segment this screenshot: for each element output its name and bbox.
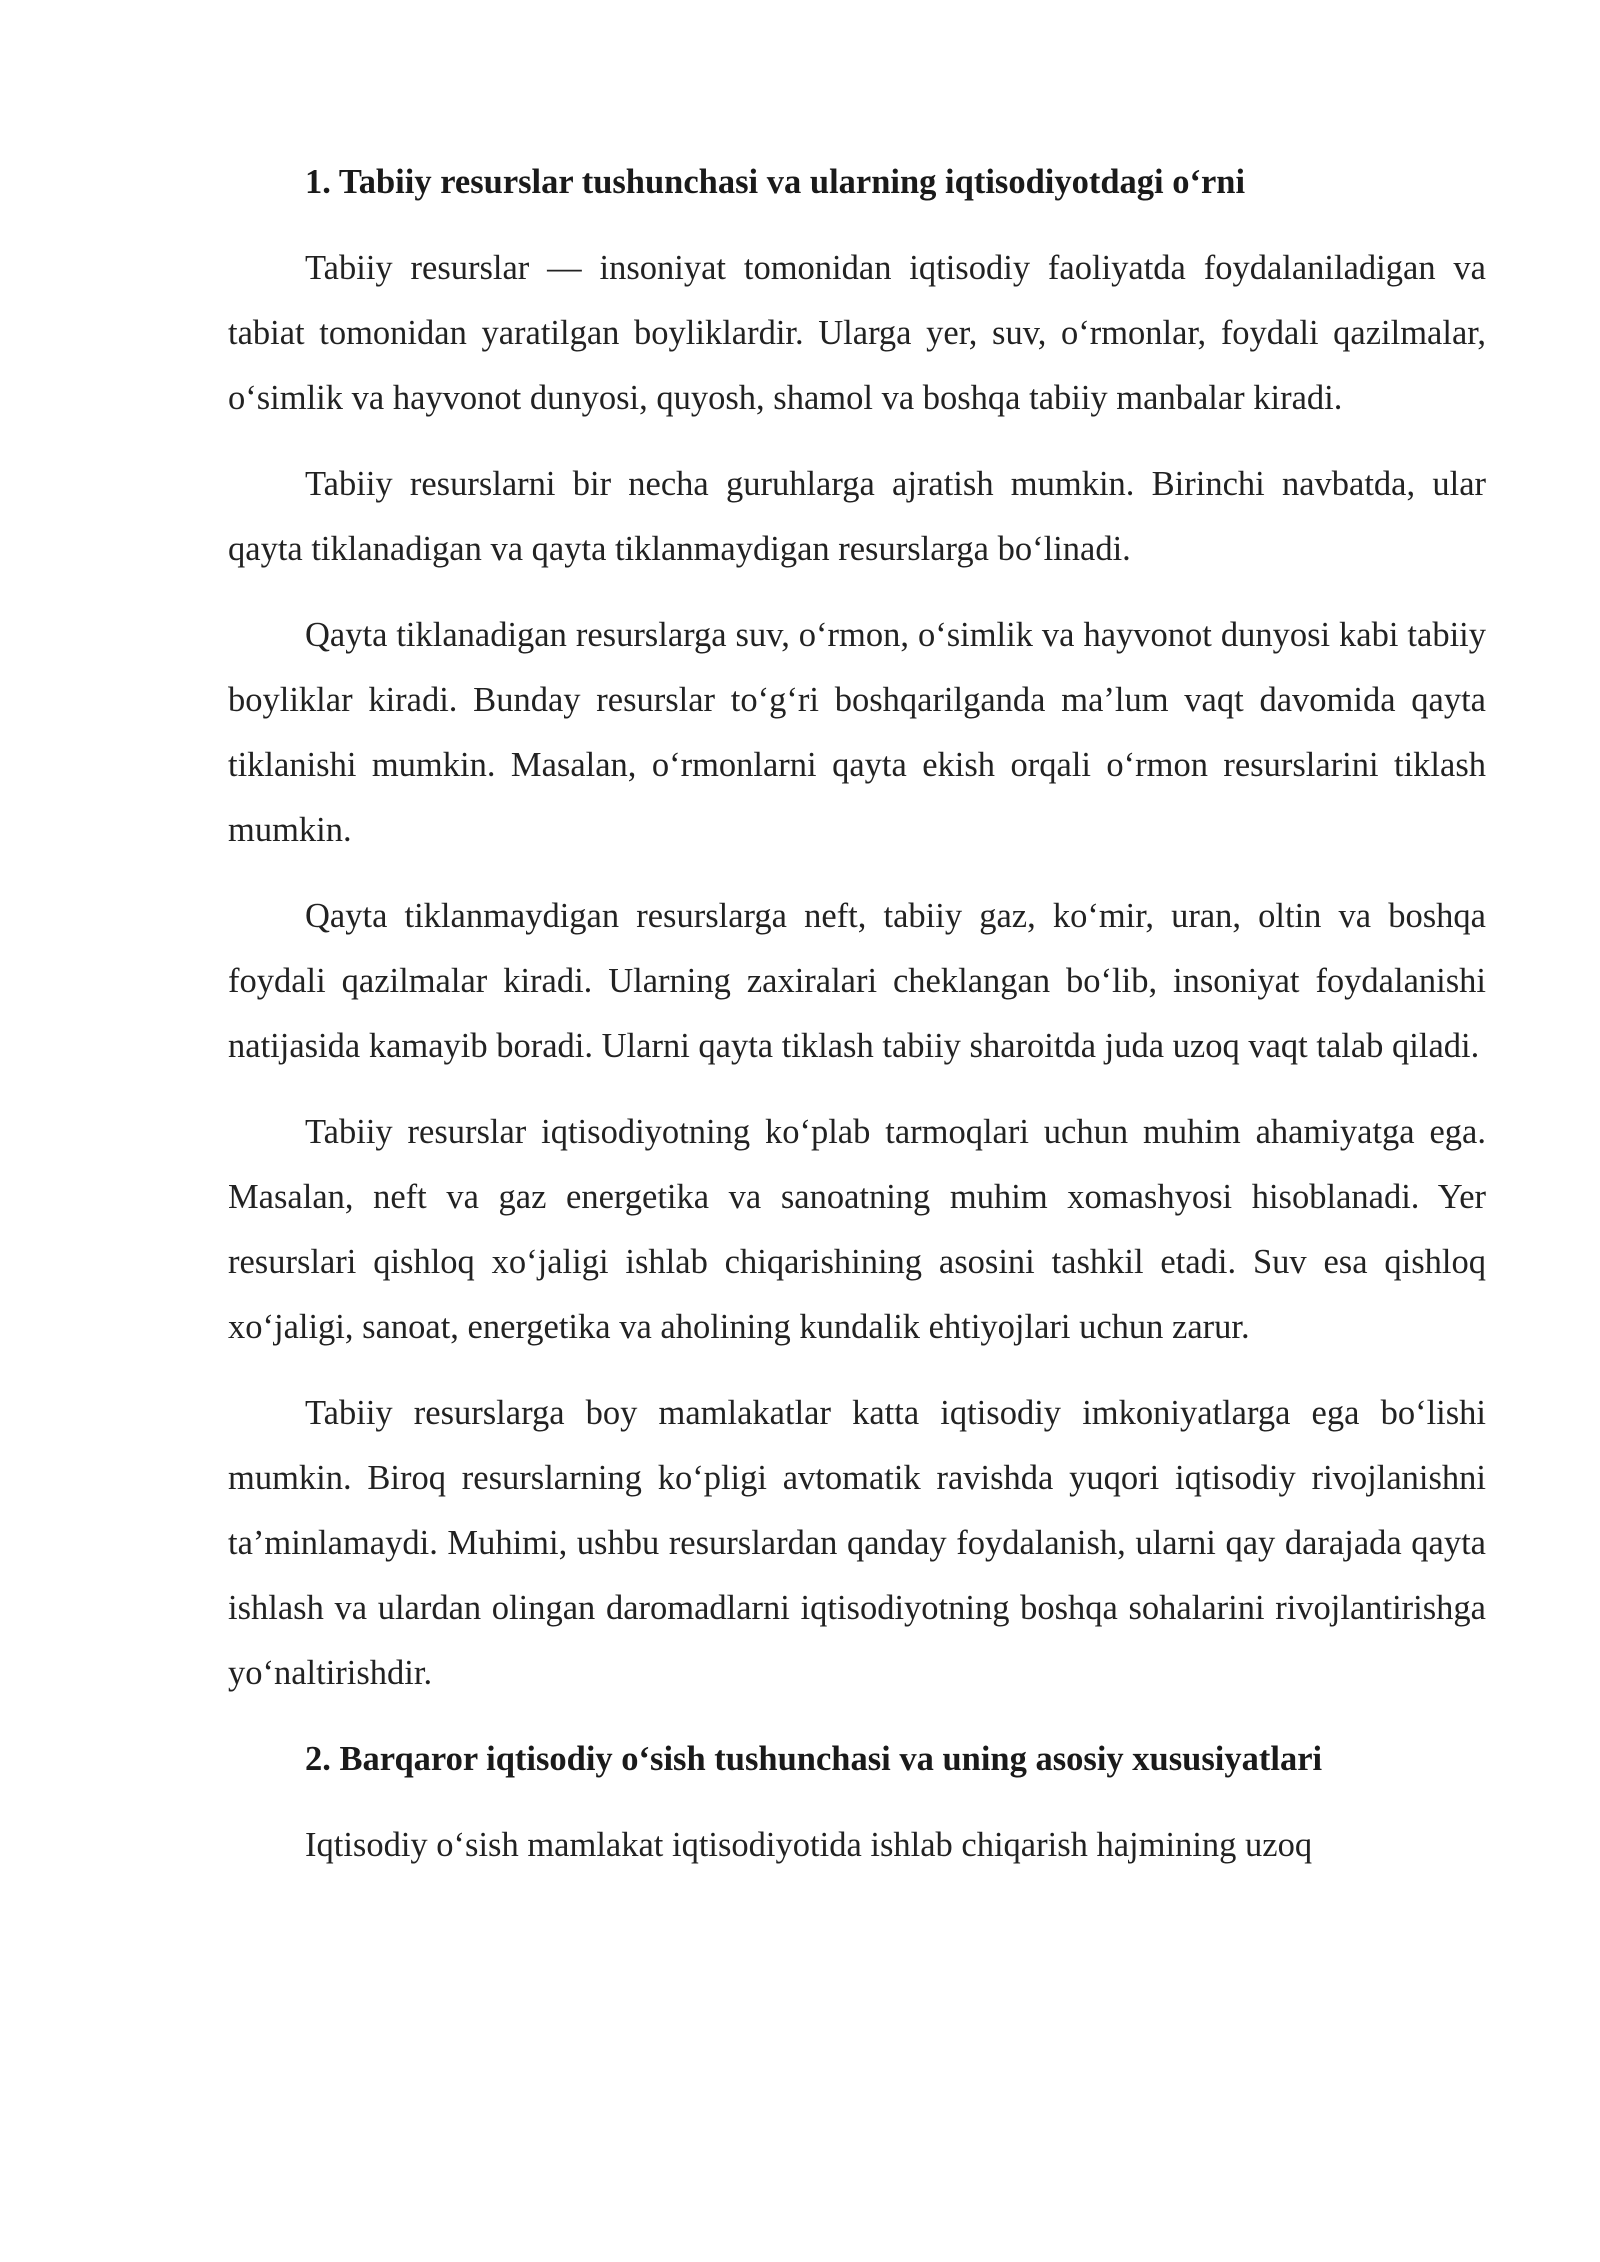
section-1-paragraph-3: Qayta tiklanadigan resurslarga suv, o‘rmon, o‘simlik va hayvonot dunyosi kabi tabiiy boyliklar kiradi. Bunday resurslar to‘g‘ri boshqarilganda ma’lum vaqt davomida qayta tiklanishi mumkin. Masalan, o‘rmonlarni qayta ekish orqali o‘rmon resurslarini tiklash mumkin. (228, 616, 1486, 849)
section-1-paragraph-1: Tabiiy resurslar — insoniyat tomonidan iqtisodiy faoliyatda foydalaniladigan va tabiat tomonidan yaratilgan boyliklardir. Ularga yer, suv, o‘rmonlar, foydali qazilmalar, o‘simlik va hayvonot dunyosi, quyosh, shamol va boshqa tabiiy manbalar kiradi. (228, 249, 1486, 417)
section-1-heading: 1. Tabiiy resurslar tushunchasi va ularning iqtisodiyotdagi o‘rni (305, 163, 1246, 201)
section-1-paragraph-2: Tabiiy resurslarni bir necha guruhlarga ajratish mumkin. Birinchi navbatda, ular qayta tiklanadigan va qayta tiklanmaydigan resurslarga bo‘linadi. (228, 465, 1486, 568)
section-1-paragraph-6: Tabiiy resurslarga boy mamlakatlar katta iqtisodiy imkoniyatlarga ega bo‘lishi mumkin. Biroq resurslarning ko‘pligi avtomatik ravishda yuqori iqtisodiy rivojlanishni ta’minlamaydi. Muhimi, ushbu resurslardan qanday foydalanish, ularni qay darajada qayta ishlash va ulardan olingan daromadlarni iqtisodiyotning boshqa sohalarini rivojlantirishga yo‘naltirishdir. (228, 1394, 1486, 1692)
document-page (228, 150, 1486, 1899)
section-2-heading: 2. Barqaror iqtisodiy o‘sish tushunchasi va uning asosiy xususiyatlari (305, 1740, 1323, 1778)
section-2-paragraph-1: Iqtisodiy o‘sish mamlakat iqtisodiyotida ishlab chiqarish hajmining uzoq (305, 1826, 1313, 1864)
section-1-paragraph-5: Tabiiy resurslar iqtisodiyotning ko‘plab tarmoqlari uchun muhim ahamiyatga ega. Masalan, neft va gaz energetika va sanoatning muhim xomashyosi hisoblanadi. Yer resurslari qishloq xo‘jaligi ishlab chiqarishining asosini tashkil etadi. Suv esa qishloq xo‘jaligi, sanoat, energetika va aholining kundalik ehtiyojlari uchun zarur. (228, 1113, 1486, 1346)
section-1-paragraph-4: Qayta tiklanmaydigan resurslarga neft, tabiiy gaz, ko‘mir, uran, oltin va boshqa foydali qazilmalar kiradi. Ularning zaxiralari cheklangan bo‘lib, insoniyat foydalanishi natijasida kamayib boradi. Ularni qayta tiklash tabiiy sharoitda juda uzoq vaqt talab qiladi. (228, 897, 1486, 1065)
